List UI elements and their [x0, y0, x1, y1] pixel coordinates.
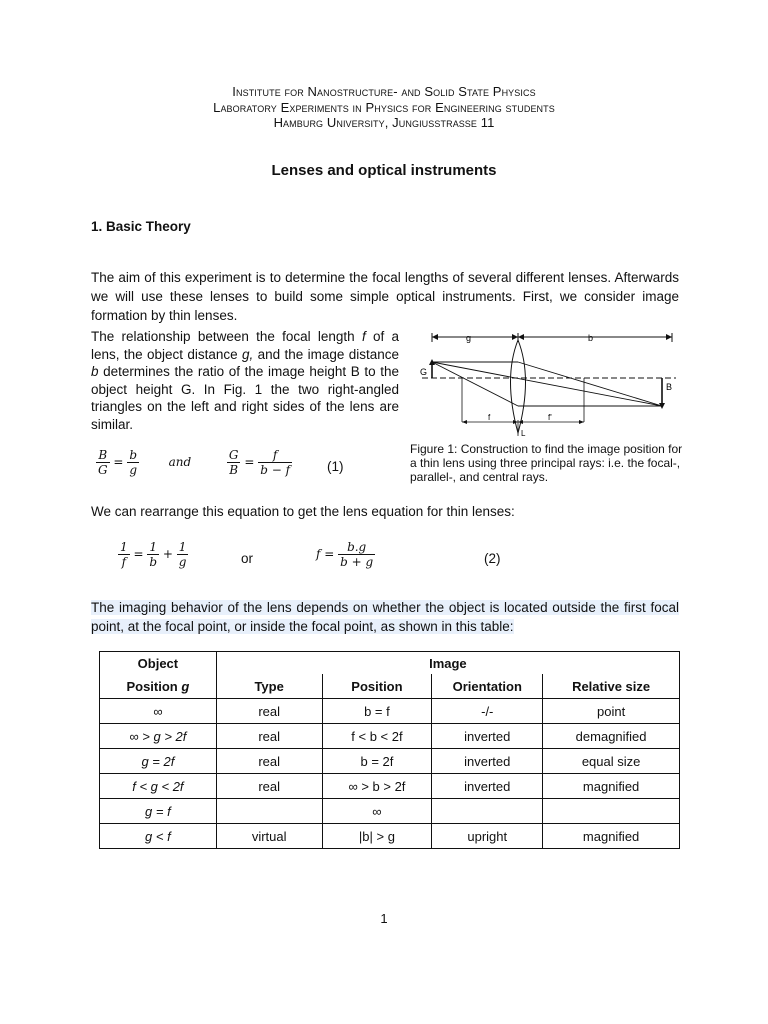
eq2-or: or: [241, 551, 254, 566]
table-cell: |b| > g: [322, 824, 432, 849]
table-cell: equal size: [581, 753, 641, 769]
rel-text-3: and the image distance: [253, 346, 399, 362]
table-cell: virtual: [216, 824, 322, 849]
relationship-paragraph: [91, 328, 399, 434]
frac-b-over-g-upper: $\frac{B}{G}$: [98, 448, 108, 477]
lens-shape: [511, 340, 526, 433]
rearrange-paragraph: We can rearrange this equation to get the lens equation for thin lenses:: [91, 504, 515, 519]
table-cell: upright: [432, 824, 543, 849]
table-cell: [216, 799, 322, 824]
eq2-plus: +: [162, 547, 173, 561]
type-header: Type: [216, 674, 322, 699]
equation-1: [96, 448, 292, 477]
page-number: 1: [380, 911, 388, 926]
table-cell: inverted: [432, 724, 543, 749]
table-row: [100, 699, 680, 724]
table-cell: b = 2f: [322, 749, 432, 774]
figure-caption: Figure 1: Construction to find the image position for a thin lens using three principal rays: i.e. the focal-, parallel-, and central rays.: [410, 442, 683, 484]
table-row: [100, 799, 680, 824]
table-cell: real: [216, 774, 322, 799]
table-cell: -/-: [432, 699, 543, 724]
behavior-paragraph: [91, 598, 679, 636]
rel-text-1: The relationship between the focal length: [91, 329, 362, 344]
label-g: g: [466, 333, 472, 343]
rel-text-4: determines the ratio of the image height B to the object height G. In Fig. 1 the two right-angled triangles on the left and right sides of the lens are similar.: [91, 364, 399, 432]
label-G: G: [420, 367, 428, 377]
table-cell: f < g < 2f: [100, 774, 217, 799]
table-row: [100, 824, 680, 849]
position-g-header: Position g: [100, 674, 217, 699]
table-cell: demagnified: [575, 728, 647, 744]
table-cell: ∞: [322, 799, 432, 824]
header-address: Hamburg University, Jungiusstraße 11: [273, 115, 495, 130]
intro-paragraph: The aim of this experiment is to determine the focal lengths of several different lenses. Afterwards we will use these lenses to build some simple optical instruments. First, we consider image formation by thin lenses.: [91, 270, 679, 323]
table-cell: real: [216, 699, 322, 724]
orientation-header: Orientation: [432, 674, 543, 699]
table-cell: g < f: [100, 824, 217, 849]
table-cell: inverted: [432, 749, 543, 774]
behavior-text: The imaging behavior of the lens depends on whether the object is located outside the first focal point, at the focal point, or inside the focal point, as shown in this table:: [91, 600, 679, 634]
imaging-table: [99, 651, 680, 849]
relative-size-header: Relative size: [572, 678, 651, 694]
eq1-equals-1: =: [113, 455, 124, 469]
frac-b-over-g-lower: $\frac{b}{g}$: [129, 448, 137, 477]
frac-1-over-b: $\frac{1}{b}$: [149, 540, 158, 569]
position-header: Position: [322, 674, 432, 699]
rel-g: g,: [241, 346, 254, 362]
label-b: b: [588, 333, 594, 343]
object-header: Object: [100, 652, 217, 675]
label-f: f: [488, 413, 491, 422]
section-heading: 1. Basic Theory: [91, 219, 191, 234]
rel-b: b: [91, 364, 99, 380]
eq1-and: and: [168, 455, 192, 469]
table-cell: g = 2f: [100, 749, 217, 774]
label-B: B: [666, 382, 673, 392]
table-body: [100, 699, 680, 849]
table-cell: [543, 799, 680, 824]
image-header: Image: [429, 655, 467, 671]
label-f-prime: f': [548, 413, 552, 422]
lens-diagram: [418, 330, 686, 440]
eq2-f-equals: f =: [316, 547, 335, 561]
table-cell: magnified: [582, 828, 640, 844]
equation-2-focal: [316, 540, 375, 569]
frac-1-over-g: $\frac{1}{g}$: [178, 540, 187, 569]
label-L: L: [521, 429, 526, 438]
table-row: [100, 749, 680, 774]
frac-f-over-b-minus-f: $\frac{f}{b - f}$: [260, 448, 291, 477]
frac-g-over-b: $\frac{G}{B}$: [228, 448, 239, 477]
table-row: [100, 724, 680, 749]
rel-f: f: [361, 329, 366, 344]
table-cell: point: [596, 703, 626, 719]
table-cell: ∞ > b > 2f: [322, 774, 432, 799]
table-cell: ∞: [100, 699, 217, 724]
header-institute: Institute for Nanostructure- and Solid State Physics: [232, 84, 536, 99]
table-cell: ∞ > g > 2f: [100, 724, 217, 749]
table-cell: [432, 799, 543, 824]
eq2-label: (2): [484, 551, 501, 566]
central-ray: [432, 362, 662, 406]
table-cell: real: [216, 749, 322, 774]
table-cell: inverted: [432, 774, 543, 799]
eq2-equals: =: [133, 547, 144, 561]
table-row: [100, 774, 680, 799]
table-cell: g = f: [100, 799, 217, 824]
eq1-label: (1): [327, 459, 344, 474]
parallel-ray-out: [518, 362, 662, 406]
header-laboratory: Laboratory Experiments in Physics for Engineering students: [213, 100, 555, 115]
eq1-equals-2: =: [244, 455, 255, 469]
document-title: Lenses and optical instruments: [271, 162, 497, 179]
table-cell: magnified: [582, 778, 640, 794]
table-cell: real: [216, 724, 322, 749]
rel-text-2: of a lens, the object distance: [91, 329, 399, 362]
focal-ray-in: [432, 362, 518, 406]
frac-bg-over-b-plus-g: $\frac{b.g}{b + g}$: [340, 540, 374, 569]
table-cell: f < b < 2f: [322, 724, 432, 749]
frac-1-over-f: $\frac{1}{f}$: [120, 540, 128, 569]
table-cell: b = f: [322, 699, 432, 724]
equation-2-lens: [118, 540, 188, 569]
